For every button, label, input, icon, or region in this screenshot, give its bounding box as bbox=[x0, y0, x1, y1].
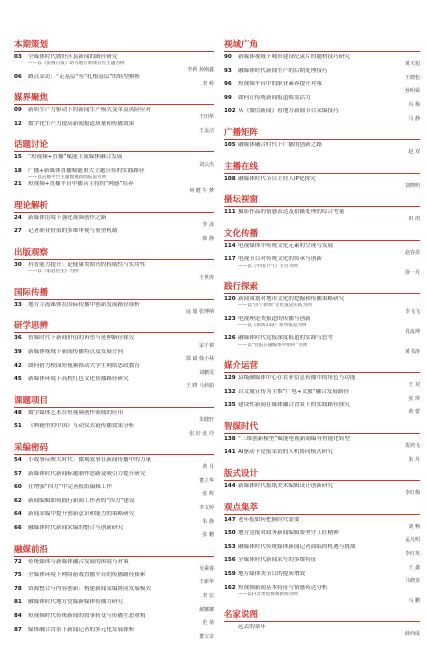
article-author: 马 鹏 bbox=[408, 597, 420, 604]
toc-entry[interactable] bbox=[14, 74, 214, 88]
toc-entry[interactable] bbox=[224, 316, 420, 336]
article-title: 数字媒体艺术在短视频创作领域的应用 bbox=[28, 409, 124, 416]
article-title: 新媒体时代报纸美术编辑设计创新研究 bbox=[238, 482, 334, 489]
article-title: 新质生产力驱动下的新闻生产模式变革及风险应对 bbox=[28, 107, 152, 114]
article-author: 黄 月 bbox=[202, 464, 214, 471]
toc-entry[interactable] bbox=[14, 559, 214, 573]
toc-section bbox=[224, 229, 420, 276]
article-title: 地方党报对政务新闻编辑要坚守工匠精神 bbox=[238, 530, 339, 537]
article-title: 短视频新闻基本特征与情感传达分析 bbox=[238, 584, 328, 591]
article-title: 如何让传统新闻报道焕发活力 bbox=[238, 94, 311, 101]
article-title: 《典籍里的中国》互动仪式链传播效果分析 bbox=[28, 423, 135, 430]
toc-entry[interactable] bbox=[14, 599, 214, 613]
article-author: 刘云杰 bbox=[198, 161, 214, 168]
article-author: 孙明舜 bbox=[404, 88, 420, 95]
article-author: 王金洁 bbox=[198, 128, 214, 135]
toc-entry[interactable] bbox=[224, 256, 420, 276]
page-number: 108 bbox=[224, 175, 236, 182]
article-author: 张 琪 bbox=[408, 395, 420, 402]
article-title: 从《微信新闻》看地方新闻节目采编技巧 bbox=[238, 108, 339, 115]
article-title: AI驱动下党报采访的人机协同模式研究 bbox=[238, 449, 333, 456]
article-author: 刘鹏雯 bbox=[198, 369, 214, 376]
article-title: 老年报如何把握时代需要 bbox=[238, 516, 300, 523]
article-title: 新闻策划对地市文化的挖掘和传播策略研究 bbox=[238, 296, 345, 303]
page-number: 99 bbox=[224, 94, 232, 101]
page-number: 72 bbox=[14, 558, 22, 565]
article-title: 以文旅宣传为主推“广电+文旅”融合发展路径 bbox=[238, 388, 350, 395]
toc-entry[interactable] bbox=[14, 335, 214, 349]
article-subtitle: ——以《家庭医生》为例 bbox=[28, 269, 79, 275]
toc-entry[interactable] bbox=[224, 436, 420, 450]
article-author: 李飞飞 bbox=[404, 309, 420, 316]
toc-entry[interactable] bbox=[224, 243, 420, 257]
article-title: 全媒体时代做好区县新闻的路径研究 bbox=[28, 54, 118, 60]
toc-entry[interactable] bbox=[14, 168, 214, 181]
toc-entry[interactable] bbox=[224, 81, 420, 95]
toc-entry[interactable] bbox=[14, 215, 214, 229]
article-title: 智媒时代下新闻价值的再塑与延伸路径探究 bbox=[28, 335, 135, 342]
article-author: 李莉 孙刚鑫 bbox=[187, 67, 214, 74]
toc-section bbox=[224, 469, 420, 497]
article-author: 马 静 bbox=[408, 115, 420, 122]
page-number: 54 bbox=[14, 456, 22, 463]
toc-section bbox=[14, 443, 214, 539]
toc-section bbox=[14, 140, 214, 194]
article-author: 李文婷 bbox=[198, 504, 214, 511]
article-author: 黄 蕾 bbox=[408, 409, 420, 416]
page-number: 75 bbox=[14, 572, 22, 579]
toc-entry[interactable] bbox=[224, 389, 420, 403]
article-author: 王新华 bbox=[198, 579, 214, 586]
toc-section bbox=[14, 40, 214, 87]
section-title: 出版观察 bbox=[14, 248, 214, 260]
toc-entry[interactable] bbox=[14, 181, 214, 195]
page-number: 162 bbox=[224, 584, 236, 591]
page-number: 78 bbox=[14, 585, 22, 592]
article-title: 远去的童年 bbox=[238, 624, 266, 631]
page-number: 135 bbox=[224, 402, 236, 409]
article-author: 董宝奇 bbox=[198, 633, 214, 640]
page-number: 12 bbox=[14, 120, 22, 127]
toc-entry[interactable] bbox=[14, 525, 214, 539]
article-author: 郭 斌 韩小林 bbox=[185, 356, 214, 363]
toc-entry[interactable] bbox=[14, 349, 214, 363]
article-title: 新媒体语境下强化视频创作之路 bbox=[28, 214, 107, 221]
toc-section bbox=[224, 128, 420, 156]
article-title: 新闻采编中提升创新意识和能力的策略研究 bbox=[28, 511, 135, 518]
article-title: 新媒体视域下新闻传播特点及发展方向 bbox=[28, 348, 124, 355]
toc-entry[interactable] bbox=[224, 209, 420, 223]
section-title: 主播在线 bbox=[224, 162, 420, 174]
article-subtitle: ——以“济宁新闻”文化报道实践为例 bbox=[238, 303, 312, 309]
page-number: 117 bbox=[224, 256, 236, 263]
section-title: 采编密码 bbox=[14, 443, 214, 455]
section-title: 理论解析 bbox=[14, 201, 214, 213]
section-title: 话题讨论 bbox=[14, 140, 214, 152]
article-author: 王 鑫 bbox=[408, 564, 420, 571]
toc-entry[interactable] bbox=[14, 613, 214, 627]
page-number: 144 bbox=[224, 482, 236, 489]
article-title: 在增强“四力”中完善报纸编辑工作 bbox=[28, 484, 113, 491]
toc-entry[interactable] bbox=[14, 627, 214, 641]
toc-entry[interactable] bbox=[224, 54, 420, 68]
toc-section bbox=[14, 545, 214, 641]
article-author: 黄天旭 bbox=[404, 61, 420, 68]
page-number: 36 bbox=[14, 335, 22, 342]
article-subtitle: ——以《张掖日报》助力地方新闻宣传主题为例 bbox=[28, 61, 125, 67]
toc-entry[interactable] bbox=[224, 449, 420, 463]
page-number: 39 bbox=[14, 348, 22, 355]
toc-entry[interactable] bbox=[14, 572, 214, 586]
page-number: 51 bbox=[14, 423, 22, 430]
article-author: 刘晓明 bbox=[404, 182, 420, 189]
page-number: 159 bbox=[224, 571, 236, 578]
article-title: 短视频平台中的职业素养提升对策 bbox=[238, 81, 322, 88]
page-number: 33 bbox=[14, 301, 22, 308]
article-author: 孟凡明 bbox=[404, 537, 420, 544]
article-title: 传统媒体与新媒体融合发展的困境与对策 bbox=[28, 558, 129, 565]
article-title: 新媒体时代新闻标题制作思路及吸引力提升研究 bbox=[28, 470, 146, 477]
toc-section bbox=[14, 201, 214, 242]
article-author: 田 雨 bbox=[408, 216, 420, 223]
article-title: 如何借力校园短视频推动大学生网络思政教育 bbox=[28, 362, 140, 369]
article-title: 科普能力提升：论健康类期刊的权威性与实用性 bbox=[28, 262, 146, 269]
page-number: 24 bbox=[14, 214, 22, 221]
article-author: 张 辉 bbox=[202, 491, 214, 498]
toc-entry[interactable] bbox=[224, 108, 420, 122]
section-title: 融媒前沿 bbox=[14, 545, 214, 557]
page-number: 111 bbox=[224, 209, 236, 216]
article-title: 融媒体时代地方党媒新媒体传播力研究 bbox=[28, 599, 124, 606]
toc-section bbox=[14, 248, 214, 282]
article-title: 全媒体环境下网络游戏直播平台的传播路径探索 bbox=[28, 572, 146, 579]
article-subtitle: ——以抖音类短视频新闻为例 bbox=[238, 591, 298, 597]
toc-section bbox=[224, 361, 420, 416]
section-title: 版式设计 bbox=[224, 469, 420, 481]
page-number: 129 bbox=[224, 374, 236, 381]
toc-section bbox=[224, 40, 420, 122]
section-title: 国际传播 bbox=[14, 288, 214, 300]
page-number: 102 bbox=[224, 108, 236, 115]
section-title: 名家说图 bbox=[224, 610, 420, 622]
page-number: 27 bbox=[14, 228, 22, 235]
article-author: 张 好 张 玲 bbox=[189, 430, 214, 437]
toc-section bbox=[224, 422, 420, 463]
article-author: 范 倩 bbox=[202, 620, 214, 627]
page-number: 66 bbox=[14, 525, 22, 531]
section-title: 文化传播 bbox=[224, 229, 420, 241]
section-title: 媒界聚焦 bbox=[14, 93, 214, 105]
page-number: 06 bbox=[14, 73, 22, 80]
page-number: 123 bbox=[224, 315, 236, 322]
page-number: 03 bbox=[14, 54, 22, 60]
toc-section bbox=[224, 282, 420, 355]
page-number: 141 bbox=[224, 449, 236, 456]
page-number: 93 bbox=[224, 67, 232, 74]
page-number: 84 bbox=[14, 613, 22, 620]
article-author: 赵 双 bbox=[408, 149, 420, 156]
article-author: 贺鸿飞 bbox=[404, 442, 420, 449]
article-author: 肖流坤 bbox=[404, 328, 420, 335]
article-title: 新媒体视域下城市建设纪录片的题材技巧研究 bbox=[238, 54, 350, 60]
article-title: 新媒体环境下高校红色文化传播路径研究 bbox=[28, 376, 129, 383]
page-number: 132 bbox=[224, 388, 236, 395]
article-title: 数字化生产力提高新闻报道质量和传播效果 bbox=[28, 120, 135, 127]
page-number: 62 bbox=[14, 497, 22, 504]
article-author: 王 晓 马莉娟 bbox=[185, 383, 214, 390]
page-number: 147 bbox=[224, 516, 236, 523]
article-title: 记者职业价值的多维审视与重塑机制 bbox=[28, 228, 118, 235]
toc-section bbox=[224, 610, 420, 638]
toc-entry[interactable] bbox=[14, 54, 214, 74]
toc-entry[interactable] bbox=[224, 530, 420, 544]
section-title: 视域广角 bbox=[224, 40, 420, 52]
article-title: “短视频+直播”赋能主流媒体融合发展 bbox=[28, 154, 123, 161]
article-subtitle: ——以《新闻110》系列报道为例 bbox=[238, 322, 307, 328]
toc-entry[interactable] bbox=[224, 335, 420, 355]
page-number: 138 bbox=[224, 435, 236, 442]
page-number: 90 bbox=[224, 54, 232, 60]
toc-entry[interactable] bbox=[224, 624, 420, 638]
article-author: 王 双 bbox=[408, 382, 420, 389]
page-number: 153 bbox=[224, 543, 236, 550]
article-title: 摄影作品的情感表达及拍摄处理的综合考量 bbox=[238, 209, 345, 216]
article-title: 资源整合与内容创新：构建新闻采编协同发展模式 bbox=[28, 585, 152, 592]
article-title: 地方媒体类节目的提质增效 bbox=[238, 571, 306, 578]
page-number: 45 bbox=[14, 376, 22, 383]
section-title: 智媒时代 bbox=[224, 422, 420, 434]
toc-entry[interactable] bbox=[224, 571, 420, 585]
toc-entry[interactable] bbox=[14, 121, 214, 135]
article-author: 李红梅 bbox=[404, 490, 420, 497]
article-author: 张 鹏 bbox=[202, 532, 214, 539]
page-number: 150 bbox=[224, 530, 236, 537]
page-number: 21 bbox=[14, 181, 22, 188]
toc-section bbox=[14, 288, 214, 316]
section-title: 研学思辨 bbox=[14, 321, 214, 333]
section-title: 广播矩阵 bbox=[224, 128, 420, 140]
page-number: 87 bbox=[14, 626, 22, 633]
article-title: 融媒体时代党报深度报道的实践与思考 bbox=[238, 335, 334, 342]
toc-entry[interactable] bbox=[224, 544, 420, 558]
article-title: 融媒体时代新闻采编的整合与创新研究 bbox=[28, 525, 124, 531]
article-author: 徐一丹 bbox=[404, 269, 420, 276]
page-number: 120 bbox=[224, 296, 236, 303]
toc-entry[interactable] bbox=[14, 410, 214, 424]
toc-section bbox=[14, 93, 214, 134]
toc-entry[interactable] bbox=[14, 228, 214, 242]
article-title: 小故事反映大时代：微观叙事在新闻传播中的力量 bbox=[28, 456, 152, 463]
article-author: 薛西成 bbox=[404, 631, 420, 638]
article-author: 王世涛 bbox=[198, 275, 214, 282]
toc-entry[interactable] bbox=[14, 376, 214, 390]
article-author: 韩 静 bbox=[202, 235, 214, 242]
article-author: 朱 丹 bbox=[408, 456, 420, 463]
article-author: 李红英 bbox=[404, 551, 420, 557]
page-number: 60 bbox=[14, 484, 22, 491]
page-number: 114 bbox=[224, 242, 236, 249]
toc-entry[interactable] bbox=[14, 107, 214, 121]
article-title: 融媒体时代节目主持人IP化探究 bbox=[238, 175, 316, 182]
toc-entry[interactable] bbox=[224, 517, 420, 531]
page-number: 15 bbox=[14, 154, 22, 161]
toc-entry[interactable] bbox=[14, 511, 214, 525]
toc-entry[interactable] bbox=[224, 176, 420, 190]
article-author: 郝娜娜 bbox=[198, 606, 214, 613]
article-subtitle: ——以“党报在融媒体中如何”为例 bbox=[238, 342, 308, 348]
article-author: 董立华 bbox=[198, 477, 214, 484]
toc-section bbox=[14, 321, 214, 389]
article-author: 宋千祺 bbox=[198, 342, 214, 349]
page-number: 57 bbox=[14, 470, 22, 477]
toc-section bbox=[14, 396, 214, 437]
toc-entry[interactable] bbox=[224, 375, 420, 389]
toc-section bbox=[224, 503, 420, 605]
toc-entry[interactable] bbox=[14, 262, 214, 282]
page-number: 96 bbox=[224, 81, 232, 88]
section-title: 摄坛视窗 bbox=[224, 195, 420, 207]
article-title: 广播+新媒体直播赋能重大主题宣传的实践路径 bbox=[28, 168, 145, 175]
article-title: 融媒体融合时代下广播的创新之路 bbox=[238, 142, 322, 149]
article-title: 融媒体时代传统媒体新闻记者面临的机遇与挑战 bbox=[238, 543, 356, 550]
article-author: 李 岭 bbox=[202, 80, 214, 87]
toc-entry[interactable] bbox=[14, 498, 214, 512]
toc-entry[interactable] bbox=[224, 483, 420, 497]
article-title: 电视媒体中传统文化元素的呈现与发展 bbox=[238, 242, 334, 249]
toc-entry[interactable] bbox=[224, 68, 420, 82]
toc-left-column bbox=[14, 40, 214, 646]
page-number: 30 bbox=[14, 262, 22, 269]
article-title: 地方主流媒体在国际传播中创新发展路径探析 bbox=[28, 301, 140, 308]
article-title: 建设性新闻在媒体融合背景下的实践路径探究 bbox=[238, 402, 350, 409]
page-number: 81 bbox=[14, 599, 22, 606]
page-number: 42 bbox=[14, 362, 22, 369]
article-author: 朱健轩 bbox=[198, 416, 214, 423]
page-number: 156 bbox=[224, 557, 236, 564]
article-title: 短视频时代传统新闻的叙事转变与传播生态重构 bbox=[28, 613, 146, 620]
toc-entry[interactable] bbox=[14, 471, 214, 485]
article-title: 新闻编辑如何践行新闻工作者的“四力”建设 bbox=[28, 497, 135, 504]
article-title: 电视理论类报道的传播与创新 bbox=[238, 315, 311, 322]
article-title: “三维创新模型”赋能电视新闻编导智能化转型 bbox=[238, 435, 351, 442]
article-author: 刘 畅 bbox=[408, 523, 420, 530]
article-author: 朱 静 bbox=[202, 518, 214, 525]
article-author: 王田华 bbox=[198, 114, 214, 121]
article-author: 李 宏 bbox=[202, 593, 214, 600]
section-title: 本期策划 bbox=[14, 40, 214, 52]
article-title: 融媒体时代新闻生产的后期处理技巧 bbox=[238, 67, 328, 74]
toc-entry[interactable] bbox=[14, 302, 214, 316]
article-author: 吴乘睿 bbox=[198, 565, 214, 572]
article-author: 李 冰 bbox=[202, 222, 214, 229]
article-author: 马晓龙 bbox=[404, 578, 420, 585]
page-number: 48 bbox=[14, 409, 22, 416]
toc-entry[interactable] bbox=[14, 154, 214, 168]
toc-section bbox=[224, 162, 420, 190]
article-title: 蹲点采访：“走基层”至“扎根基层”的转型解析 bbox=[28, 73, 141, 80]
page-number: 126 bbox=[224, 335, 236, 342]
article-author: 何 健 牛 梦 bbox=[189, 188, 214, 195]
article-author: 冯 梅 bbox=[408, 102, 420, 109]
section-title: 媒介运营 bbox=[224, 361, 420, 373]
toc-entry[interactable] bbox=[224, 402, 420, 416]
article-author: 赵春苗 bbox=[404, 250, 420, 257]
toc-entry[interactable] bbox=[224, 142, 420, 156]
page-number: 105 bbox=[224, 142, 236, 149]
article-subtitle: ——以直播平台主题数观新闻报道为例 bbox=[28, 175, 107, 181]
article-title: 县级融媒体中心在农业信息传播中的角色与功能 bbox=[238, 374, 356, 381]
section-title: 课题项目 bbox=[14, 396, 214, 408]
toc-section bbox=[224, 195, 420, 223]
article-title: 全媒体时代新闻采写的多维特征 bbox=[238, 557, 317, 564]
page-number: 64 bbox=[14, 511, 22, 518]
article-title: 电视节目对传统文化的传承与创新 bbox=[238, 256, 322, 263]
page-number: 18 bbox=[14, 168, 22, 175]
article-title: 短视频+直播平台中播音主持的“网感”培养 bbox=[28, 181, 134, 188]
article-author: 王晓松 bbox=[404, 74, 420, 81]
toc-entry[interactable] bbox=[14, 484, 214, 498]
page-number: 09 bbox=[14, 107, 22, 114]
toc-entry[interactable] bbox=[224, 95, 420, 109]
article-author: 黄书涛 bbox=[404, 348, 420, 355]
toc-entry[interactable] bbox=[14, 363, 214, 377]
article-title: 媒体融合背景下新闻记者的多元化发展探析 bbox=[28, 626, 135, 633]
toc-entry[interactable] bbox=[224, 557, 420, 571]
toc-entry[interactable] bbox=[14, 423, 214, 437]
article-author: 寇 瑞 张博纳 bbox=[185, 308, 214, 315]
toc-right-column bbox=[224, 40, 420, 644]
article-subtitle: ——以《中国节气》节目为例 bbox=[238, 263, 298, 269]
toc-entry[interactable] bbox=[14, 457, 214, 471]
section-title: 践行探索 bbox=[224, 282, 420, 294]
section-title: 观点集萃 bbox=[224, 503, 420, 515]
toc-entry[interactable] bbox=[224, 296, 420, 316]
